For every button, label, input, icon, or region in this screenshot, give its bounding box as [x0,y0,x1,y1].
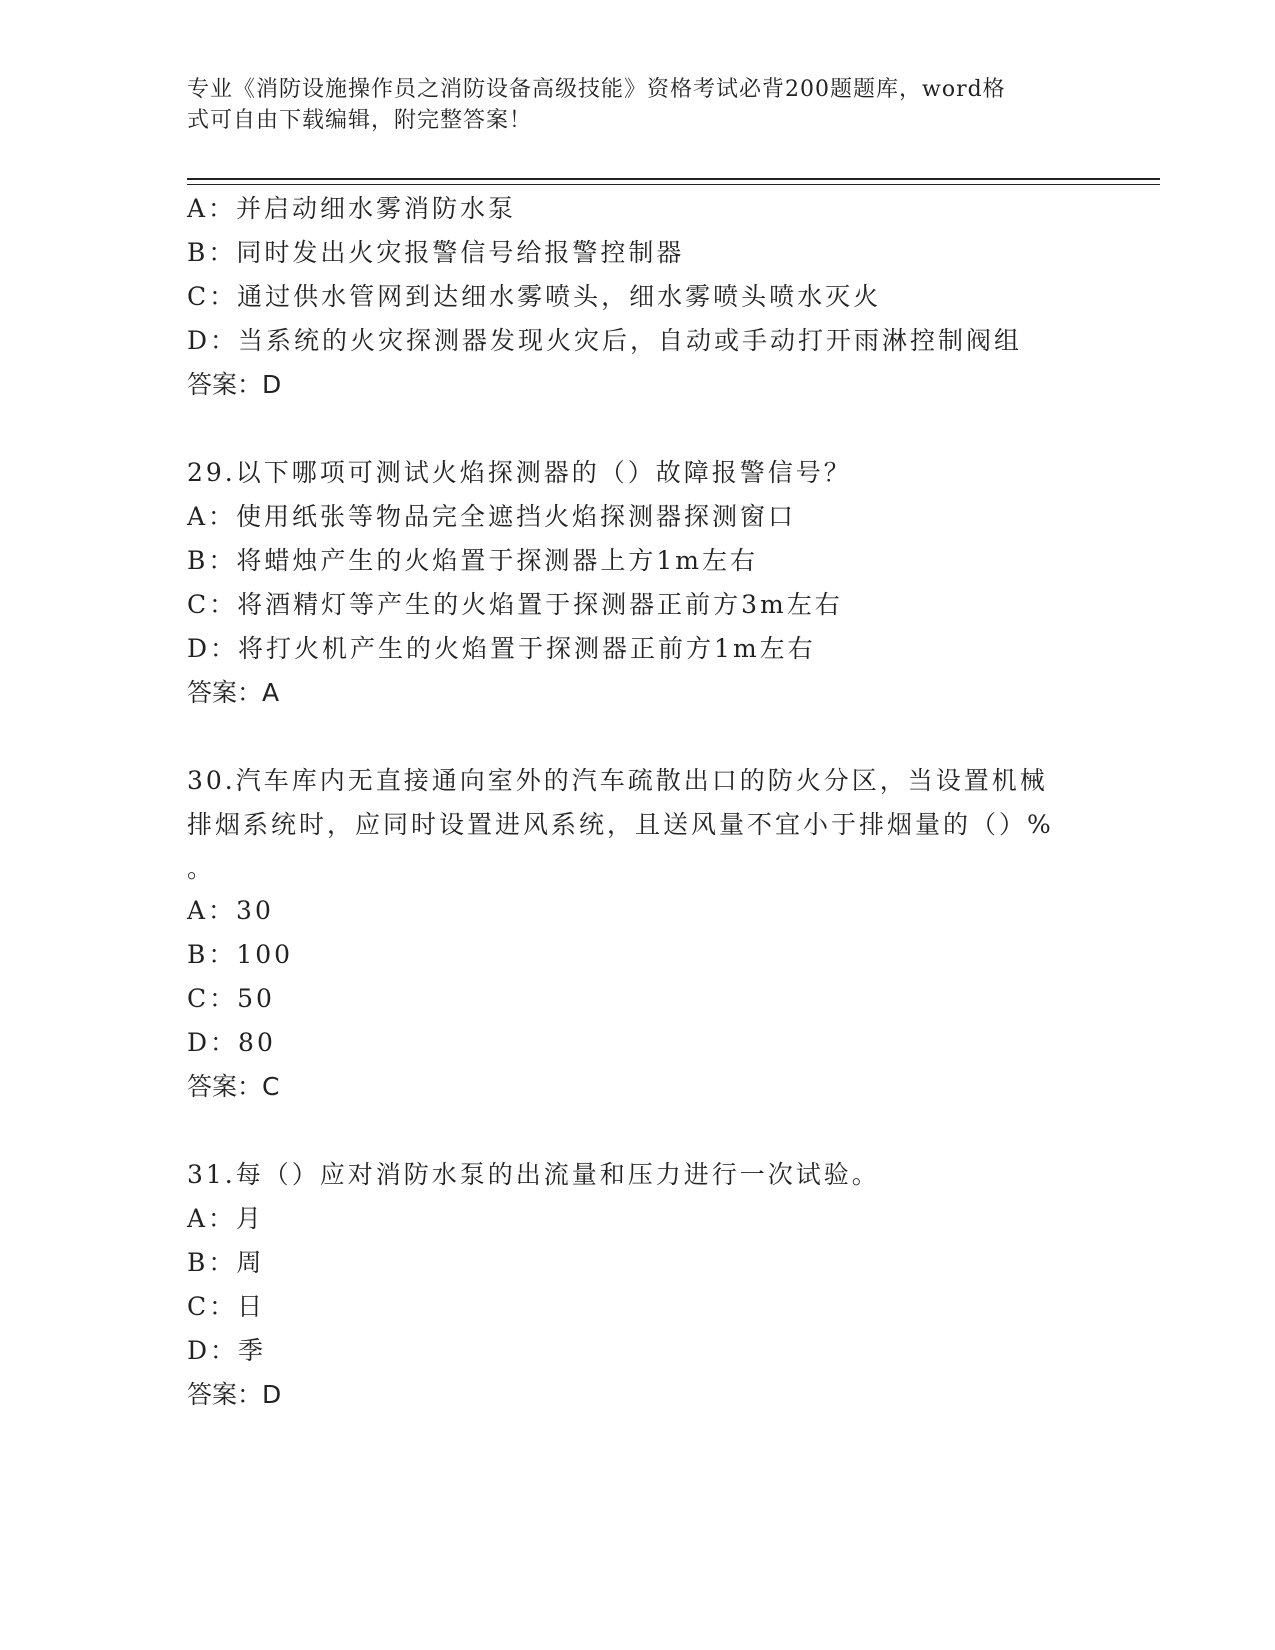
q29-answer: 答案：A [187,678,280,707]
q30-answer: 答案：C [187,1072,280,1101]
header-line-1: 专业《消防设施操作员之消防设备高级技能》资格考试必背200题题库，word格 [187,77,1006,102]
q29-option-a: A：使用纸张等物品完全遮挡火焰探测器探测窗口 [187,502,797,531]
q31-answer: 答案：D [187,1380,282,1409]
q30-option-b: B：100 [187,940,294,969]
q30-question-line-1: 30.汽车库内无直接通向室外的汽车疏散出口的防火分区，当设置机械 [187,766,1048,795]
q28-answer: 答案：D [187,370,282,399]
q30-question-line-3: 。 [187,854,216,883]
q30-option-c: C：50 [187,984,275,1013]
q28-option-a: A：并启动细水雾消防水泵 [187,194,517,223]
q28-option-d: D：当系统的火灾探测器发现火灾后，自动或手动打开雨淋控制阀组 [187,326,1023,355]
q29-option-b: B：将蜡烛产生的火焰置于探测器上方1m左右 [187,546,758,575]
q31-option-c: C：日 [187,1292,266,1321]
q29-option-d: D：将打火机产生的火焰置于探测器正前方1m左右 [187,634,816,663]
header-line-2: 式可自由下载编辑，附完整答案！ [187,108,533,133]
document-header [187,74,1087,136]
q30-option-d: D：80 [187,1028,276,1057]
header-rule-thin [187,184,1160,185]
q30-question-line-2: 排烟系统时，应同时设置进风系统，且送风量不宜小于排烟量的（）% [187,810,1054,839]
q29-option-c: C：将酒精灯等产生的火焰置于探测器正前方3m左右 [187,590,843,619]
header-rule [187,178,1160,180]
q28-option-c: C：通过供水管网到达细水雾喷头，细水雾喷头喷水灭火 [187,282,882,311]
q28-option-b: B：同时发出火灾报警信号给报警控制器 [187,238,685,267]
q31-option-a: A：月 [187,1204,265,1233]
q31-option-b: B：周 [187,1248,265,1277]
q30-option-a: A：30 [187,896,274,925]
q29-question: 29.以下哪项可测试火焰探测器的（）故障报警信号？ [187,458,852,487]
q31-option-d: D：季 [187,1336,267,1365]
q31-question: 31.每（）应对消防水泵的出流量和压力进行一次试验。 [187,1160,880,1189]
